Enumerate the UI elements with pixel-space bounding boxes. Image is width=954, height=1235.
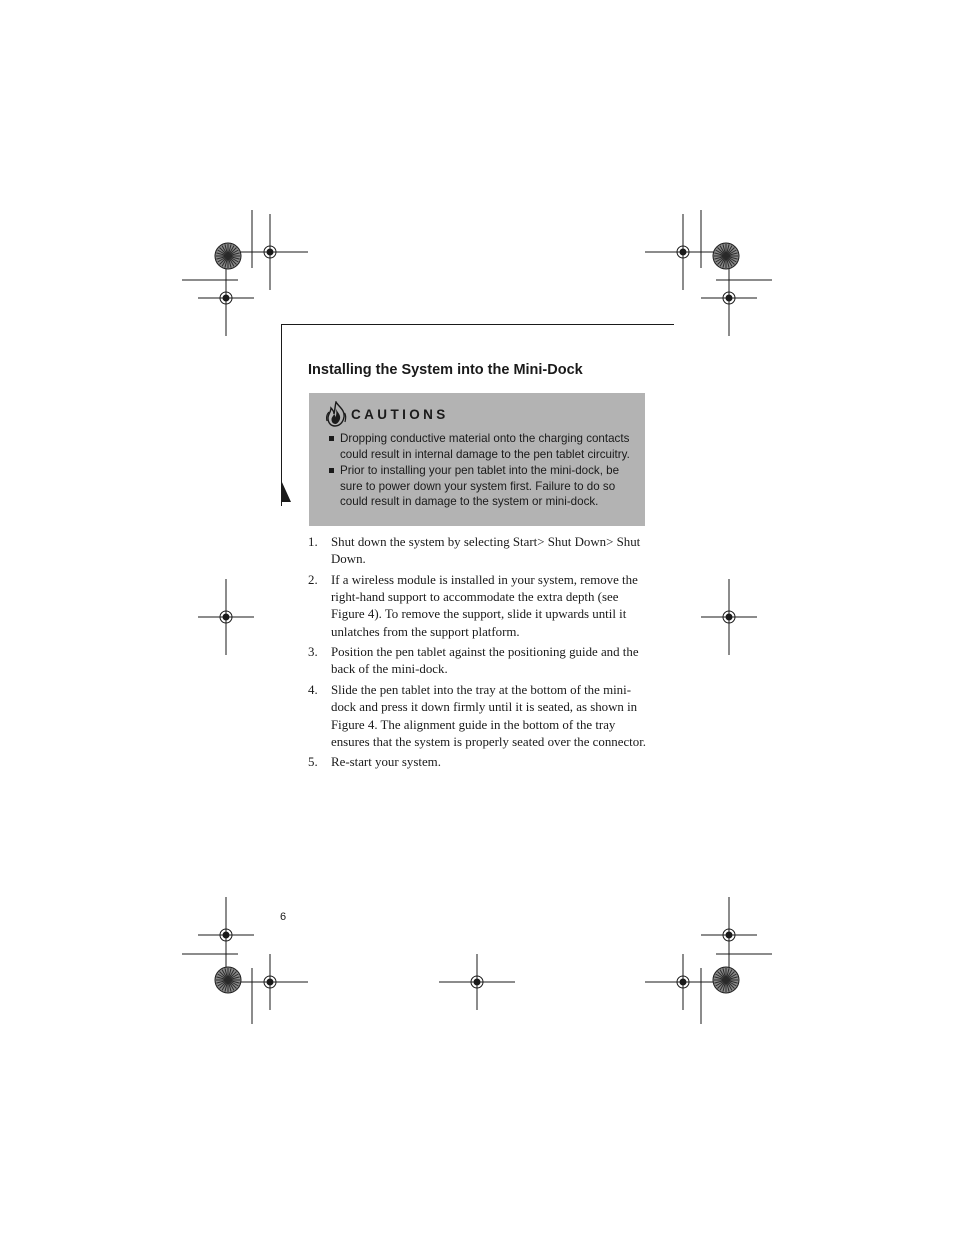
section-heading: Installing the System into the Mini-Dock xyxy=(308,362,583,378)
registration-mark-center xyxy=(223,932,229,938)
flame-icon xyxy=(325,401,347,427)
registration-mark-center xyxy=(726,932,732,938)
cautions-box xyxy=(309,393,645,526)
caution-item xyxy=(325,431,635,462)
step-text: Re-start your system. xyxy=(331,755,441,770)
square-bullet-icon xyxy=(329,468,334,473)
step-item xyxy=(308,682,648,751)
step-number: 2. xyxy=(308,572,318,587)
step-number: 4. xyxy=(308,683,318,698)
page-frame-tab xyxy=(281,480,291,502)
cautions-title: CAUTIONS xyxy=(351,406,449,422)
step-item xyxy=(308,644,648,678)
step-number: 1. xyxy=(308,535,318,549)
cautions-header xyxy=(325,401,635,427)
page-number: 6 xyxy=(280,911,287,923)
registration-mark-center xyxy=(474,979,480,985)
caution-item-text: Dropping conductive material onto the charging contacts could result in internal damage to the pen tablet circuitry. xyxy=(340,432,630,461)
registration-mark-center xyxy=(267,249,273,255)
registration-mark-center xyxy=(726,295,732,301)
step-item xyxy=(308,754,648,771)
step-text: If a wireless module is installed in your system, remove the right-hand support to accommodate the extra depth (see Figure 4). To remove the support, slide it upwards until it unlatches from the support platform. xyxy=(331,572,638,639)
step-text: Shut down the system by selecting Start> Shut Down> Shut Down. xyxy=(331,535,641,567)
registration-mark-center xyxy=(223,295,229,301)
square-bullet-icon xyxy=(329,436,334,441)
step-number: 3. xyxy=(308,645,318,660)
installation-steps xyxy=(308,534,648,775)
registration-mark-center xyxy=(680,249,686,255)
step-text: Position the pen tablet against the positioning guide and the back of the mini-dock. xyxy=(331,645,639,677)
registration-mark-center xyxy=(726,614,732,620)
caution-item xyxy=(325,463,635,510)
step-text: Slide the pen tablet into the tray at the bottom of the mini-dock and press it down firmly until it is seated, as shown in Figure 4. The alignment guide in the bottom of the tray ensures that the system is properly seated over the connector. xyxy=(331,683,647,749)
page-frame-top-rule xyxy=(281,324,674,325)
step-item xyxy=(308,572,648,641)
registration-mark-center xyxy=(680,979,686,985)
step-number: 5. xyxy=(308,755,318,770)
registration-mark-center xyxy=(223,614,229,620)
page-frame-left-rule xyxy=(281,324,282,506)
caution-item-text: Prior to installing your pen tablet into the mini-dock, be sure to power down your system first. Failure to do so could result in damage to the system or mini-dock. xyxy=(340,464,620,509)
registration-mark-center xyxy=(267,979,273,985)
step-item xyxy=(308,534,648,568)
cautions-list xyxy=(325,431,635,510)
